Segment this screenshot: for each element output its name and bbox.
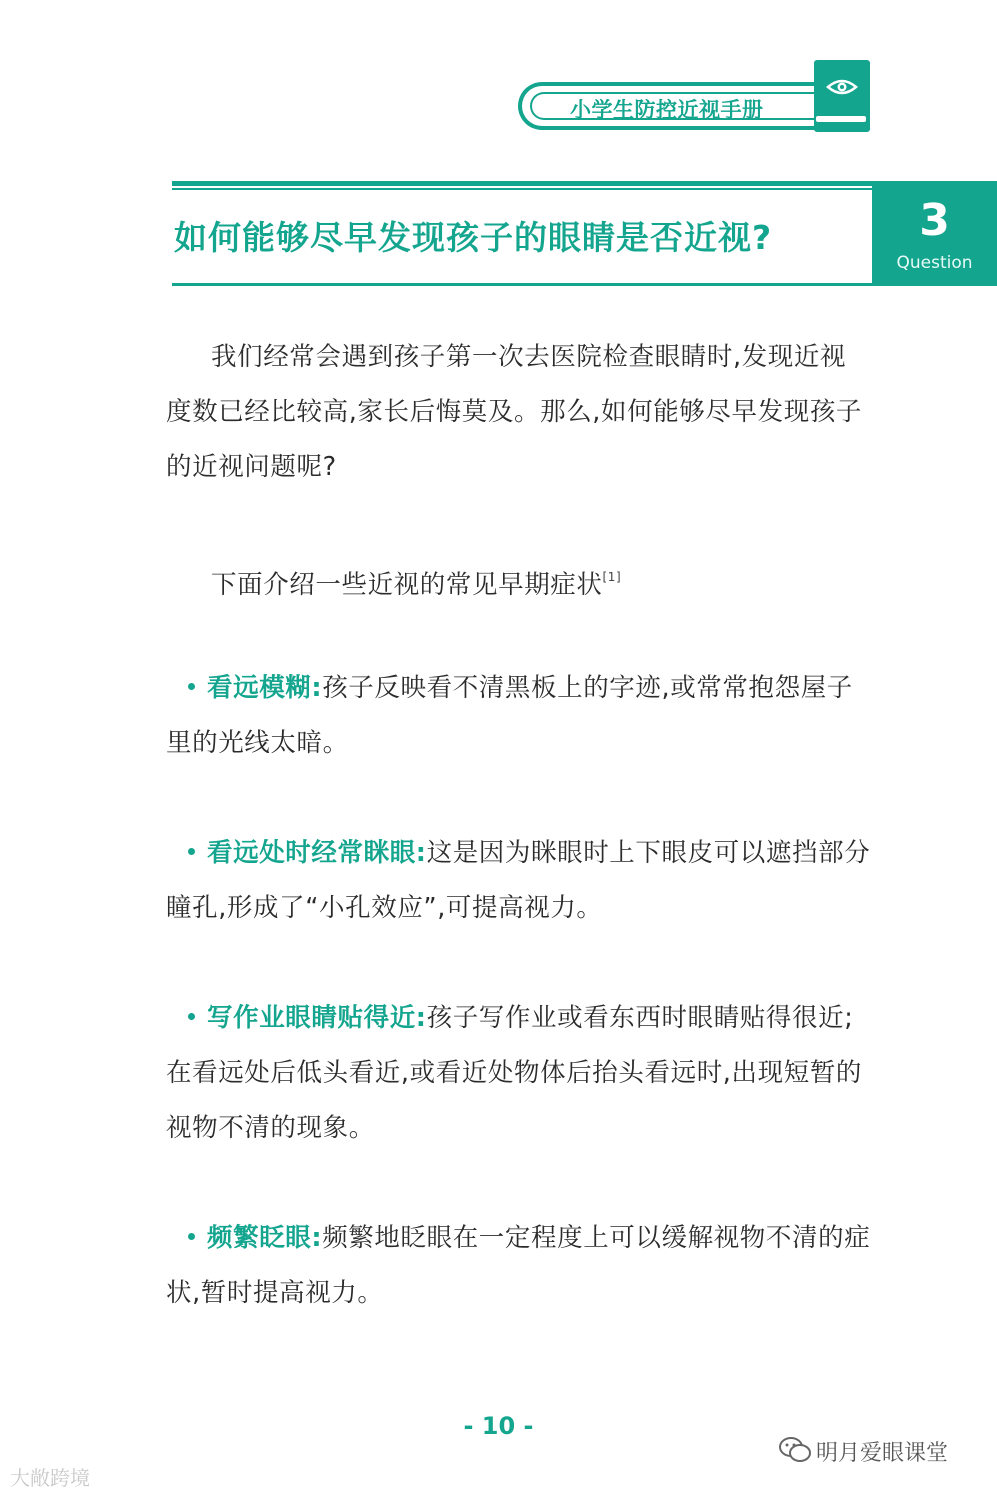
symptom-heading: 写作业眼睛贴得近:	[207, 1003, 427, 1033]
symptom-body: 孩子反映看不清黑板上的字迹,或常常抱怨屋子里的光线太暗。	[166, 673, 853, 758]
question-number-box	[872, 181, 997, 286]
book-spine-strip	[816, 116, 866, 122]
symptom-body: 频繁地眨眼在一定程度上可以缓解视物不清的症状,暂时提高视力。	[166, 1223, 871, 1308]
book-title: 小学生防控近视手册	[570, 98, 764, 122]
reference-marker: [1]	[602, 570, 622, 584]
symptom-body: 这是因为眯眼时上下眼皮可以遮挡部分瞳孔,形成了“小孔效应”,可提高视力。	[166, 838, 871, 923]
question-label: Question	[896, 253, 973, 273]
symptom-item	[166, 826, 871, 936]
question-title: 如何能够尽早发现孩子的眼睛是否近视?	[174, 218, 773, 257]
symptom-body: 孩子写作业或看东西时眼睛贴得很近;在看远处后低头看近,或看近处物体后抬头看远时,出现短暂的视物不清的现象。	[166, 1003, 863, 1143]
symptom-heading: 看远模糊:	[207, 673, 323, 703]
eye-icon	[826, 76, 858, 98]
question-rule-top	[172, 181, 877, 186]
bullet-icon	[188, 1013, 195, 1020]
page-number: - 10 -	[463, 1412, 534, 1440]
question-number: 3	[919, 195, 950, 246]
symptom-heading: 看远处时经常眯眼:	[207, 838, 427, 868]
symptom-heading: 频繁眨眼:	[207, 1223, 323, 1253]
intro-paragraph: 我们经常会遇到孩子第一次去医院检查眼睛时,发现近视度数已经比较高,家长后悔莫及。那么,如何能够尽早发现孩子的近视问题呢?	[166, 342, 863, 482]
symptom-item	[166, 1211, 871, 1321]
question-rule-top-thin	[172, 188, 877, 190]
book-title-tab	[518, 82, 863, 130]
symptom-item	[166, 661, 871, 771]
bullet-icon	[188, 1233, 195, 1240]
bullet-icon	[188, 683, 195, 690]
wechat-icon	[778, 1436, 812, 1464]
watermark-left: 大敞跨境	[10, 1466, 90, 1490]
symptom-item	[166, 991, 871, 1156]
watermark-right: 明月爱眼课堂	[816, 1441, 949, 1466]
bullet-icon	[188, 848, 195, 855]
question-rule-bottom	[172, 283, 877, 286]
lead-paragraph	[166, 550, 871, 613]
lead-text: 下面介绍一些近视的常见早期症状	[211, 570, 603, 600]
